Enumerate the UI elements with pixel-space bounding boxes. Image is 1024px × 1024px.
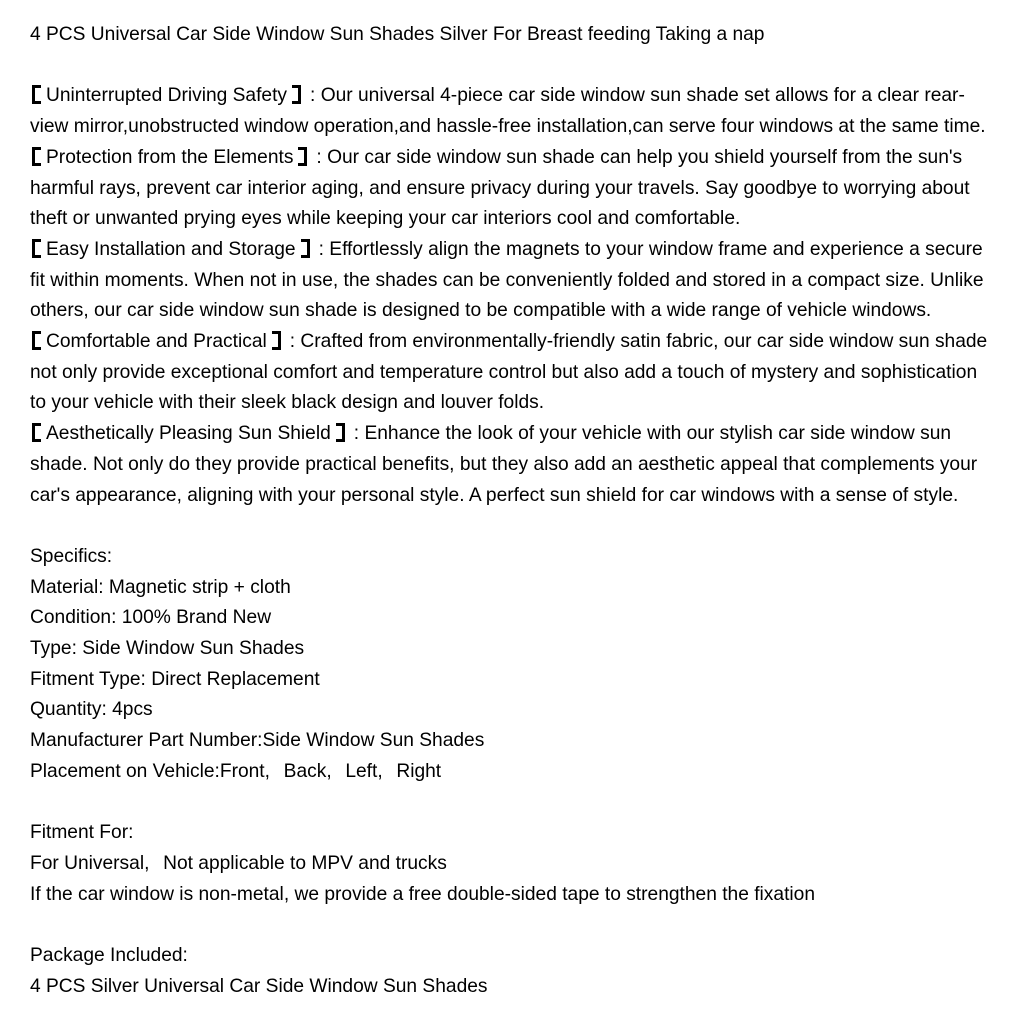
fullwidth-comma: , bbox=[326, 760, 332, 782]
fullwidth-comma: , bbox=[264, 760, 270, 782]
lenticular-close-bracket bbox=[292, 85, 301, 104]
fullwidth-comma: , bbox=[144, 852, 150, 874]
specifics-line-material: Material: Magnetic strip + cloth bbox=[30, 576, 291, 598]
lenticular-close-bracket bbox=[336, 423, 345, 442]
specifics-line-condition: Condition: 100% Brand New bbox=[30, 607, 272, 629]
lenticular-open-bracket bbox=[32, 331, 41, 350]
feature-paragraph-protection-from-the-elements: Protection from the Elements : Our car side window sun shade can help you shield yourself from the sun's harmful rays, prevent car interior aging, and ensure privacy during your travels. Say goodbye to worrying about theft or unwanted prying eyes while keeping your car interiors cool and comfortable. bbox=[30, 146, 970, 230]
package-section bbox=[30, 941, 993, 1002]
fullwidth-comma: , bbox=[377, 760, 383, 782]
lenticular-close-bracket bbox=[298, 147, 307, 166]
feature-paragraph-aesthetically-pleasing-sun-shield: Aesthetically Pleasing Sun Shield : Enhance the look of your vehicle with our stylish car side window sun shade. Not only do they provide practical benefits, but they also add an aesthetic appeal that complements your car's appearance, aligning with your personal style. A perfect sun shield for car windows with a sense of style. bbox=[30, 423, 978, 506]
specifics-section bbox=[30, 542, 993, 788]
lenticular-open-bracket bbox=[32, 85, 41, 104]
specifics-line-manufacturer-part-number: Manufacturer Part Number:Side Window Sun Shades bbox=[30, 730, 485, 752]
lenticular-close-bracket bbox=[272, 331, 281, 350]
specifics-line-fitment-type: Fitment Type: Direct Replacement bbox=[30, 668, 320, 690]
feature-paragraph-uninterrupted-driving-safety: Uninterrupted Driving Safety : Our universal 4-piece car side window sun shade set allows for a clear rear-view mirror,unobstructed window operation,and hassle-free installation,can serve four windows at the same time. bbox=[30, 85, 986, 138]
lenticular-open-bracket bbox=[32, 239, 41, 258]
fitment-line-non-metal-note: If the car window is non-metal, we provide a free double-sided tape to strengthen the fixation bbox=[30, 883, 816, 905]
specifics-line-placement-on-vehicle: Placement on Vehicle:Front, Back, Left, Right bbox=[30, 757, 993, 788]
lenticular-open-bracket bbox=[32, 423, 41, 442]
package-heading: Package Included: bbox=[30, 945, 188, 967]
fitment-section bbox=[30, 818, 993, 910]
page-title: 4 PCS Universal Car Side Window Sun Shades Silver For Breast feeding Taking a nap bbox=[30, 24, 765, 45]
lenticular-close-bracket bbox=[301, 239, 310, 258]
package-line-contents: 4 PCS Silver Universal Car Side Window Sun Shades bbox=[30, 975, 488, 997]
feature-list bbox=[30, 81, 993, 511]
specifics-line-quantity: Quantity: 4pcs bbox=[30, 699, 153, 721]
feature-paragraph-easy-installation-and-storage: Easy Installation and Storage : Effortlessly align the magnets to your window frame and experience a secure fit within moments. When not in use, the shades can be conveniently folded and stored in a compact size. Unlike others, our car side window sun shade is designed to be compatible with a wide range of vehicle windows. bbox=[30, 238, 984, 322]
lenticular-open-bracket bbox=[32, 147, 41, 166]
specifics-heading: Specifics: bbox=[30, 545, 113, 567]
feature-paragraph-comfortable-and-practical: Comfortable and Practical : Crafted from environmentally-friendly satin fabric, our car side window sun shade not only provide exceptional comfort and temperature control but also add a touch of mystery and sophistication to your vehicle with their sleek black design and louver folds. bbox=[30, 331, 988, 414]
fitment-heading: Fitment For: bbox=[30, 822, 134, 844]
fitment-line-universal: For Universal, Not applicable to MPV and trucks bbox=[30, 849, 993, 880]
specifics-line-type: Type: Side Window Sun Shades bbox=[30, 638, 305, 660]
